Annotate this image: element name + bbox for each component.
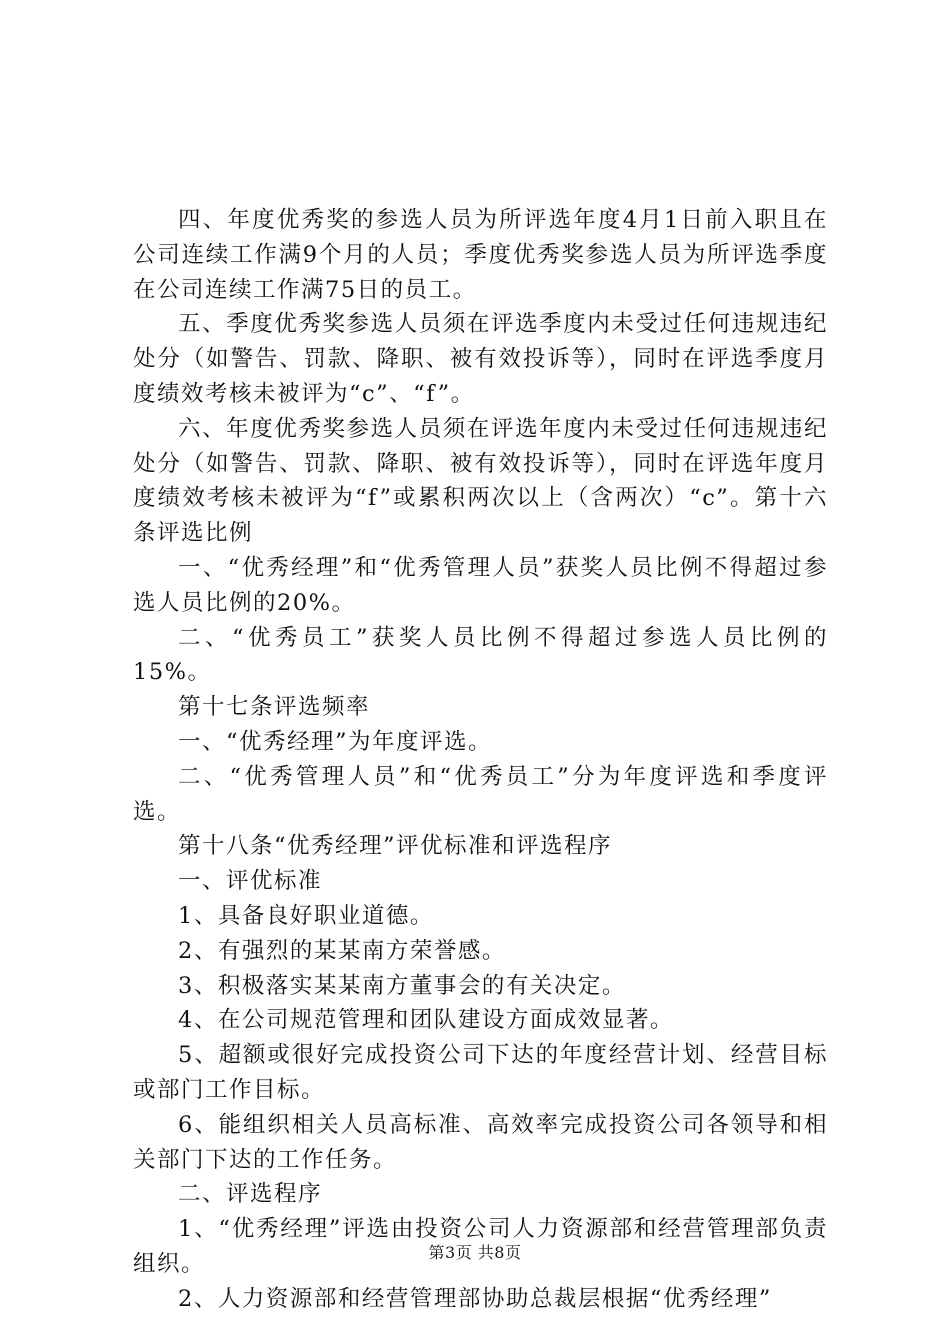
- list-item: 1、“优秀经理”评选由投资公司人力资源部和经营管理部负责组织。: [133, 1216, 828, 1277]
- list-item: 1、具备良好职业道德。: [178, 902, 434, 929]
- page-footer: [0, 1243, 950, 1263]
- section-heading: 第十七条评选频率: [178, 694, 371, 721]
- sub-heading: 一、评优标准: [178, 868, 323, 895]
- paragraph: 二、“优秀管理人员”和“优秀员工”分为年度评选和季度评选。: [133, 763, 828, 825]
- paragraph: 一、“优秀经理”和“优秀管理人员”获奖人员比例不得超过参选人员比例的20%。: [133, 554, 828, 616]
- page-number-label: 第3页 共8页: [428, 1243, 522, 1262]
- paragraph: 二、“优秀员工”获奖人员比例不得超过参选人员比例的15%。: [133, 624, 828, 686]
- paragraph: 四、年度优秀奖的参选人员为所评选年度4月1日前入职且在公司连续工作满9个月的人员；季度优秀奖参选人员为所评选季度在公司连续工作满75日的员工。: [133, 207, 828, 303]
- list-item: 3、积极落实某某南方董事会的有关决定。: [178, 972, 626, 999]
- list-item: 6、能组织相关人员高标准、高效率完成投资公司各领导和相关部门下达的工作任务。: [133, 1111, 828, 1173]
- sub-heading: 二、评选程序: [178, 1181, 323, 1208]
- paragraph: 六、年度优秀奖参选人员须在评选年度内未受过任何违规违纪处分（如警告、罚款、降职、被有效投诉等），同时在评选年度月度绩效考核未被评为“f”或累积两次以上（含两次）“c”。第十六条评选比例: [133, 415, 828, 547]
- list-item: 2、人力资源部和经营管理部协助总裁层根据“优秀经理”: [178, 1285, 772, 1312]
- list-item: 5、超额或很好完成投资公司下达的年度经营计划、经营目标或部门工作目标。: [133, 1042, 828, 1103]
- section-heading: 第十八条“优秀经理”评优标准和评选程序: [178, 833, 613, 860]
- document-body: [133, 203, 828, 1317]
- paragraph: 五、季度优秀奖参选人员须在评选季度内未受过任何违规违纪处分（如警告、罚款、降职、被有效投诉等），同时在评选季度月度绩效考核未被评为“c”、“f”。: [133, 311, 828, 407]
- paragraph: 一、“优秀经理”为年度评选。: [178, 728, 493, 755]
- list-item: 2、有强烈的某某南方荣誉感。: [178, 937, 506, 964]
- list-item: 4、在公司规范管理和团队建设方面成效显著。: [178, 1007, 674, 1034]
